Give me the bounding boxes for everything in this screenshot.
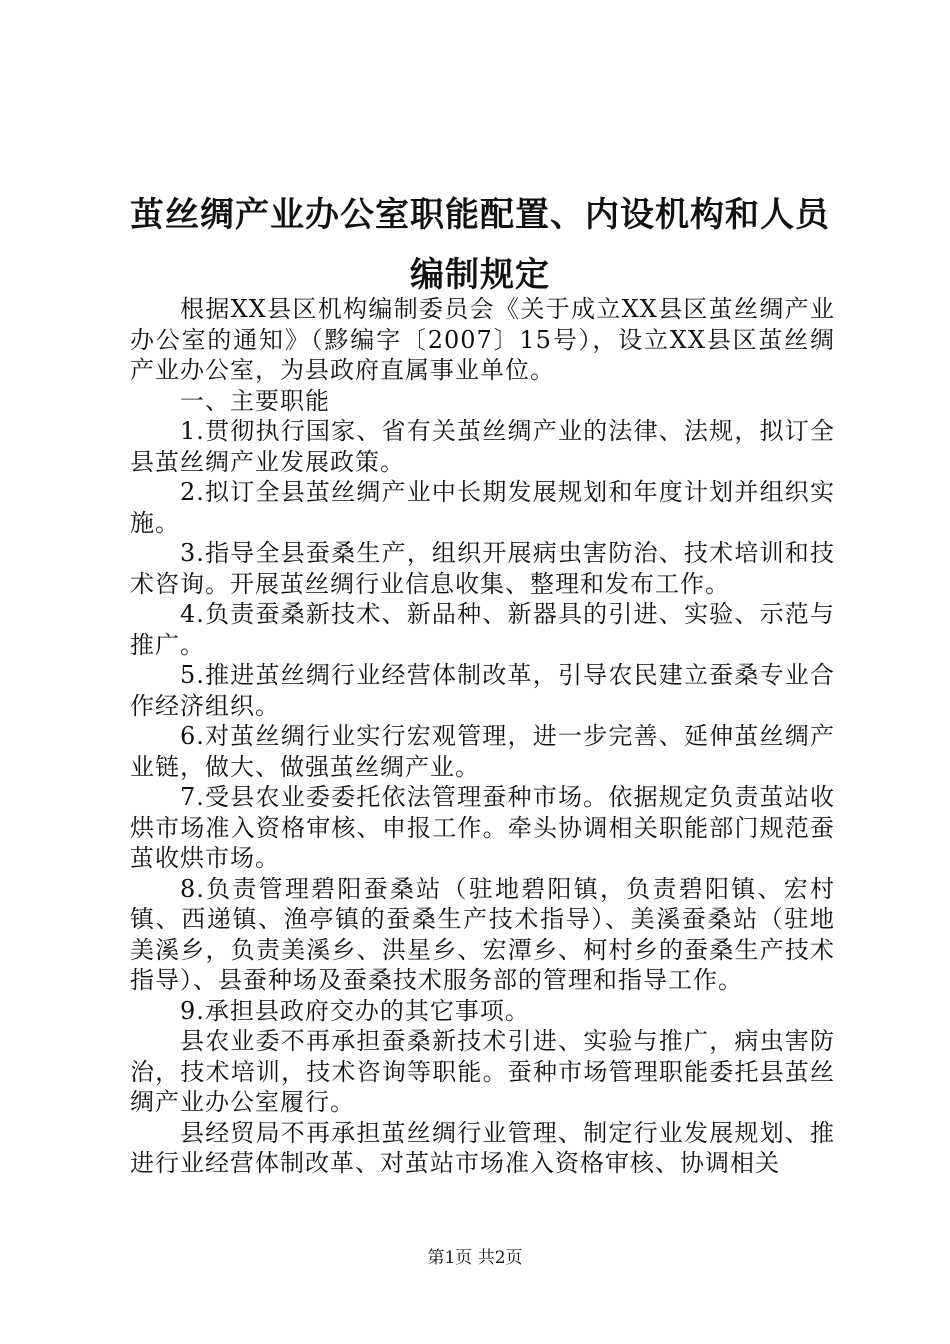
function-item-7: 7.受县农业委委托依法管理蚕种市场。依据规定负责茧站收烘市场准入资格审核、申报工作。牵头协调相关职能部门规范蚕茧收烘市场。 (130, 783, 835, 872)
function-item-9: 9.承担县政府交办的其它事项。 (180, 996, 530, 1025)
agriculture-committee-paragraph: 县农业委不再承担蚕桑新技术引进、实验与推广，病虫害防治，技术培训，技术咨询等职能。蚕种市场管理职能委托县茧丝绸产业办公室履行。 (130, 1027, 835, 1116)
intro-paragraph: 根据XX县区机构编制委员会《关于成立XX县区茧丝绸产业办公室的通知》（黟编字〔2007〕15号），设立XX县区茧丝绸产业办公室，为县政府直属事业单位。 (130, 295, 835, 384)
page-number-footer: 第1页 共2页 (427, 1248, 523, 1268)
document-body (130, 294, 835, 1179)
document-title-line-2: 编制规定 (410, 255, 550, 295)
function-item-2: 2.拟订全县茧丝绸产业中长期发展规划和年度计划并组织实施。 (130, 478, 835, 537)
function-item-4: 4.负责蚕桑新技术、新品种、新器具的引进、实验、示范与推广。 (130, 600, 835, 659)
document-title-line-1: 茧丝绸产业办公室职能配置、内设机构和人员 (130, 195, 830, 235)
function-item-3: 3.指导全县蚕桑生产，组织开展病虫害防治、技术培训和技术咨询。开展茧丝绸行业信息收集、整理和发布工作。 (130, 539, 835, 598)
function-item-8: 8.负责管理碧阳蚕桑站（驻地碧阳镇，负责碧阳镇、宏村镇、西递镇、渔亭镇的蚕桑生产技术指导）、美溪蚕桑站（驻地美溪乡，负责美溪乡、洪星乡、宏潭乡、柯村乡的蚕桑生产技术指导）、县蚕种场及蚕桑技术服务部的管理和指导工作。 (130, 874, 835, 994)
trade-bureau-paragraph: 县经贸局不再承担茧丝绸行业管理、制定行业发展规划、推进行业经营体制改革、对茧站市场准入资格审核、协调相关 (130, 1118, 835, 1177)
function-item-5: 5.推进茧丝绸行业经营体制改革，引导农民建立蚕桑专业合作经济组织。 (130, 661, 835, 720)
section-heading: 一、主要职能 (180, 386, 330, 415)
function-item-6: 6.对茧丝绸行业实行宏观管理，进一步完善、延伸茧丝绸产业链，做大、做强茧丝绸产业。 (130, 722, 835, 781)
function-item-1: 1.贯彻执行国家、省有关茧丝绸产业的法律、法规，拟订全县茧丝绸产业发展政策。 (130, 417, 835, 476)
